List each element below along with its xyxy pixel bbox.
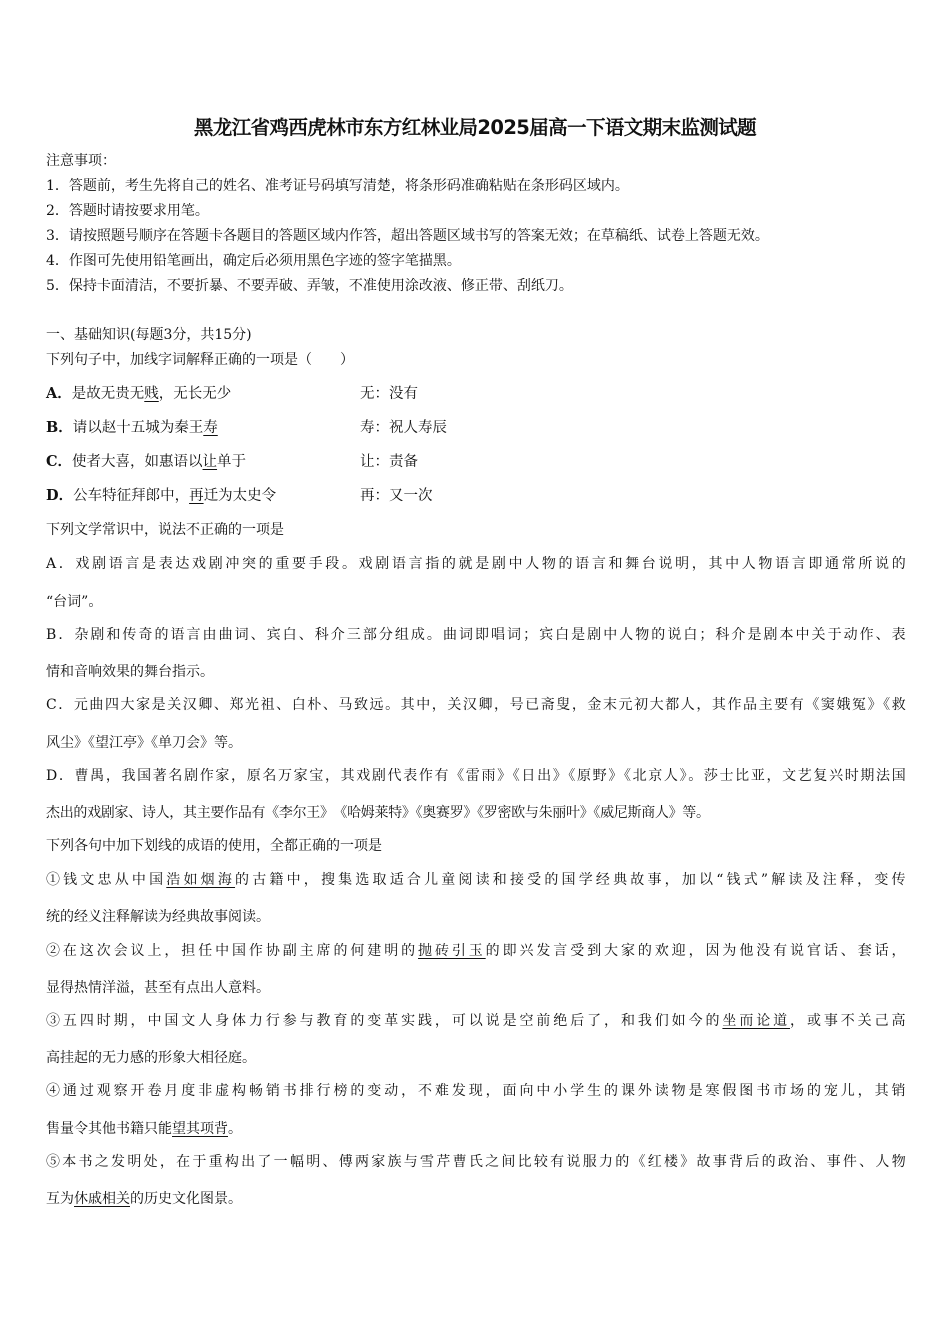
option-letter: B． [46,419,73,436]
sentence-text: ④通过观察开卷月度非虚构畅销书排行榜的变动，不难发现，面向中小学生的课外读物是寒假图书市场的宠儿，其销 [46,1083,905,1099]
option-text: 公车特征拜郎中， [73,488,190,504]
sentence-text: ，或事不关己高 [790,1013,906,1029]
option-letter: C． [46,453,73,470]
option-gloss: 再：又一次 [360,488,433,504]
option-gloss: 让：责备 [360,454,418,470]
underlined-word: 让 [202,454,218,470]
option-gloss: 寿：祝人寿辰 [360,420,447,436]
notice-item: 4．作图可先使用铅笔画出，确定后必须用黑色字迹的签字笔描黑。 [46,253,461,269]
sentence-text: ①钱文忠从中国 [46,872,167,888]
underlined-word: 寿 [203,420,218,436]
sentence [46,1189,242,1209]
option-d [46,486,276,506]
underlined-word: 再 [189,488,204,504]
section-heading: 一、基础知识(每题3分，共15分) [46,327,252,343]
option-text: A．戏剧语言是表达戏剧冲突的重要手段。戏剧语言指的就是剧中人物的语言和舞台说明，其中人物语言即通常所说的 [46,556,905,572]
notice-item: 3．请按照题号顺序在答题卡各题目的答题区域内作答，超出答题区域书写的答案无效；在草稿纸、试卷上答题无效。 [46,228,769,244]
underlined-idiom: 抛砖引玉 [418,943,486,959]
notice-item: 1．答题前，考生先将自己的姓名、准考证号码填写清楚，将条形码准确粘贴在条形码区域内。 [46,178,629,194]
sentence-text: 的历史文化图景。 [130,1191,242,1207]
option-c [46,452,246,472]
notice-heading: 注意事项： [46,153,116,169]
option-text: D．曹禺，我国著名剧作家，原名万家宝，其戏剧代表作有《雷雨》《日出》《原野》《北京人》。莎士比亚，文艺复兴时期法国 [46,768,905,784]
question-stem: 下列句子中，加线字词解释正确的一项是（ ） [46,352,354,368]
sentence-text: ②在这次会议上，担任中国作协副主席的何建明的 [46,943,419,959]
option-text: ，无长无少 [158,386,232,402]
sentence-text: 互为 [46,1191,74,1207]
option-text: 迁为太史令 [203,488,277,504]
sentence-text: 。 [228,1121,242,1137]
sentence-text: 售量令其他书籍只能 [46,1121,172,1137]
sentence-text: ③五四时期，中国文人身体力行参与教育的变革实践，可以说是空前绝后了，和我们如今的 [46,1013,723,1029]
option-b [46,418,218,438]
question-stem: 下列各句中加下划线的成语的使用，全都正确的一项是 [46,838,382,854]
notice-item: 5．保持卡面清洁，不要折暴、不要弄破、弄皱，不准使用涂改液、修正带、刮纸刀。 [46,278,573,294]
option-letter: A． [46,385,72,402]
sentence-text: 的即兴发言受到大家的欢迎，因为他没有说官话、套话， [485,943,906,959]
underlined-idiom: 望其项背 [172,1121,228,1137]
sentence [46,1119,242,1139]
sentence [46,941,905,961]
sentence [46,1011,905,1031]
underlined-idiom: 浩如烟海 [166,872,236,888]
sentence-text: 统的经义注释解读为经典故事阅读。 [46,909,270,925]
option-text: 杰出的戏剧家、诗人，其主要作品有《李尔王》 《哈姆莱特》《奥赛罗》《罗密欧与朱丽叶》《威尼斯商人》等。 [46,805,710,821]
option-text: “台词”。 [46,594,103,610]
option-text: C．元曲四大家是关汉卿、郑光祖、白朴、马致远。其中，关汉卿，号已斋叟，金末元初大都人，其作品主要有《窦娥冤》《救 [46,697,905,713]
option-text: 是故无贵无 [71,386,145,402]
option-text: 风尘》《望江亭》《单刀会》等。 [46,735,242,751]
option-gloss: 无：没有 [360,386,418,402]
option-letter: D． [46,487,74,504]
sentence-text: 的古籍中，搜集选取适合儿童阅读和接受的国学经典故事，加以“钱式”解读及注释，变传 [235,872,906,888]
option-text: 请以赵十五城为秦王 [72,420,204,436]
option-text: 使者大喜，如惠语以 [72,454,203,470]
sentence [46,870,905,890]
option-text: 单于 [217,454,247,470]
notice-item: 2．答题时请按要求用笔。 [46,203,209,219]
option-text: 情和音响效果的舞台指示。 [46,664,214,680]
option-a [46,384,231,404]
underlined-idiom: 坐而论道 [722,1013,791,1029]
option-text: B．杂剧和传奇的语言由曲词、宾白、科介三部分组成。曲词即唱词；宾白是剧中人物的说白；科介是剧本中关于动作、表 [46,627,905,643]
question-stem: 下列文学常识中，说法不正确的一项是 [46,522,284,538]
sentence-text: 高挂起的无力感的形象大相径庭。 [46,1050,256,1066]
sentence-text: 显得热情洋溢，甚至有点出人意料。 [46,980,270,996]
underlined-word: 贱 [144,386,159,402]
page-title: 黑龙江省鸡西虎林市东方红林业局2025届高一下语文期末监测试题 [193,116,757,139]
underlined-idiom: 休戚相关 [74,1191,130,1207]
sentence-text: ⑤本书之发明处，在于重构出了一幅明、傅两家族与雪芹曹氏之间比较有说服力的《红楼》故事背后的政治、事件、人物 [46,1154,905,1170]
